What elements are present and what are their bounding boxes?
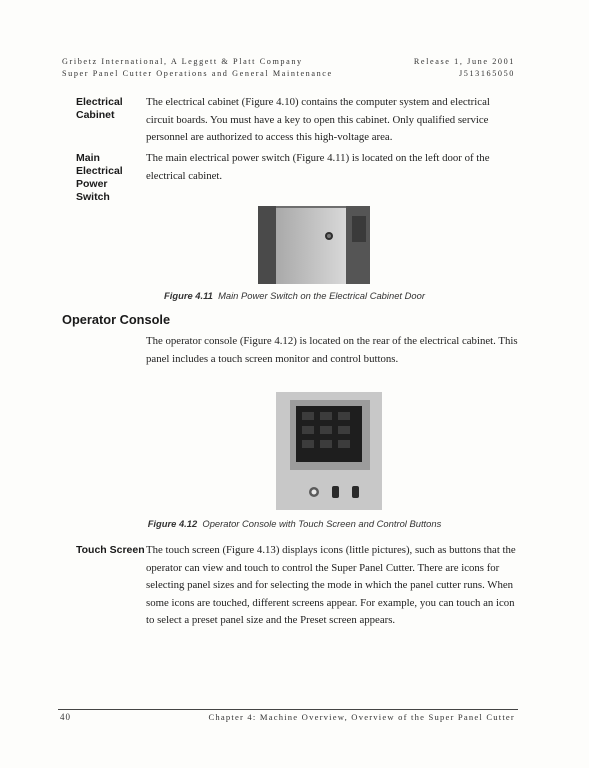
manual-title: Super Panel Cutter Operations and General Maintenance — [62, 69, 333, 78]
figure-4-12-number: Figure 4.12 — [147, 518, 198, 529]
section-title-operator-console: Operator Console — [62, 312, 171, 327]
term-touch-screen: Touch Screen — [76, 544, 145, 556]
figure-4-11-photo — [258, 206, 370, 284]
electrical-cabinet-text: The electrical cabinet (Figure 4.10) contains the computer system and electrical circuit boards. You must have a key to open this cabinet. Only qualified service personnel are authorized to access this high-voltage area. — [146, 96, 490, 143]
part-number: J513165050 — [458, 69, 515, 78]
chapter-footer: Chapter 4: Machine Overview, Overview of the Super Panel Cutter — [208, 712, 515, 722]
figure-4-11-caption-text: Main Power Switch on the Electrical Cabinet Door — [218, 290, 425, 301]
figure-4-11-number: Figure 4.11 — [164, 290, 213, 301]
operator-console-photo — [276, 392, 382, 510]
figure-4-11-caption — [0, 290, 589, 301]
page-number: 40 — [60, 712, 71, 722]
footer-rule — [58, 709, 518, 710]
main-power-switch-text: The main electrical power switch (Figure 4.11) is located on the left door of the electrical cabinet. — [146, 152, 490, 182]
touch-screen-text: The touch screen (Figure 4.13) displays icons (little pictures), such as buttons that the operator can view and touch to control the Super Panel Cutter. There are icons for selecting panel sizes and for selecting the mode in which the panel cutter runs. When some icons are touched, different screens appear. For example, you can touch an icon to select a preset panel size and the Preset screen appears. — [146, 544, 516, 626]
term-main-power-switch: Main Electrical Power Switch — [76, 152, 123, 203]
release-info: Release 1, June 2001 — [413, 57, 515, 66]
figure-4-12-photo — [276, 392, 382, 510]
operator-console-text: The operator console (Figure 4.12) is located on the rear of the electrical cabinet. This panel includes a touch screen monitor and control buttons. — [146, 335, 518, 365]
company-name: Gribetz International, A Leggett & Platt Company — [62, 57, 303, 66]
term-electrical-cabinet: Electrical Cabinet — [76, 96, 123, 121]
cabinet-door-photo — [258, 206, 370, 284]
figure-4-12-caption — [0, 518, 589, 529]
running-header-left — [62, 56, 333, 80]
figure-4-12-caption-text: Operator Console with Touch Screen and Control Buttons — [202, 518, 442, 529]
running-header-right — [414, 56, 515, 80]
